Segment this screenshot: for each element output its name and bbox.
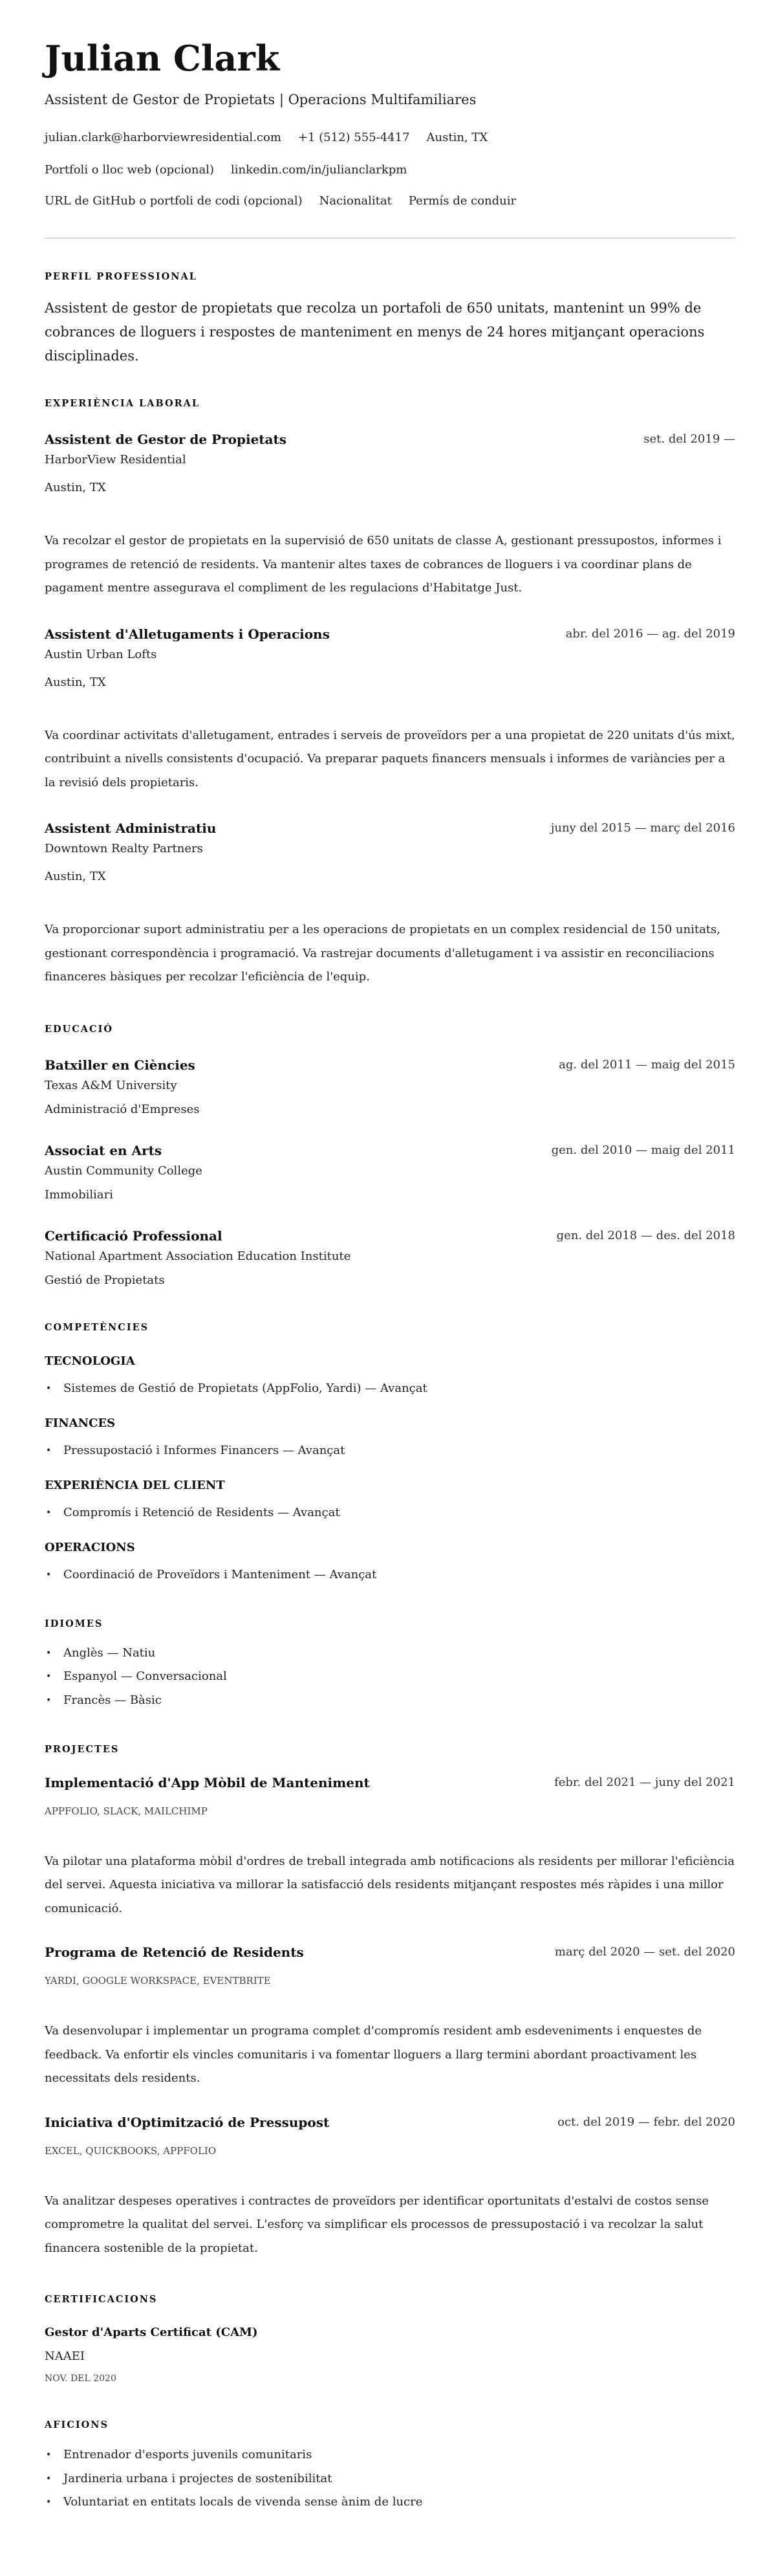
email-link[interactable]: julian.clark@harborviewresidential.com (45, 131, 281, 144)
language-item-text: Francès — Bàsic (63, 1693, 162, 1707)
bullet-icon: • (46, 1671, 52, 1682)
entry-dates: ag. del 2011 — maig del 2015 (559, 1057, 735, 1072)
job-description: Va coordinar activitats d'alletugament, entrades i serveis de proveïdors per a una propietat de 220 unitats d'ús mixt, contribuint a nivells consistents d'ocupació. Va preparar paquets financers mensuals i informes de variàncies per a la revisió dels propietaris. (45, 728, 735, 789)
github-link[interactable]: URL de GitHub o portfoli de codi (opcional) (45, 194, 303, 208)
skill-item (45, 1567, 735, 1583)
summary-section (45, 270, 735, 368)
job-description: Va proporcionar suport administratiu per a les operacions de propietats en un complex residencial de 150 unitats, gestionant correspondència i programació. Va rastrejar documents d'alletugament i va assistir en reconciliacions financeres bàsiques per recolzar l'eficiència de l'equip. (45, 923, 720, 984)
education-entry (45, 1141, 735, 1204)
skill-item-text: Sistemes de Gestió de Propietats (AppFolio, Yardi) — Avançat (63, 1381, 427, 1395)
skill-item (45, 1380, 735, 1397)
experience-section (45, 397, 735, 989)
language-item-text: Espanyol — Conversacional (63, 1669, 227, 1683)
bullet-icon: • (46, 1507, 52, 1518)
entry-dates: març del 2020 — set. del 2020 (554, 1945, 735, 1959)
bullet-icon: • (46, 1445, 52, 1456)
summary-text: Assistent de gestor de propietats que recolza un portafoli de 650 unitats, mantenint un 99% de cobrances de lloguers i respostes de manteniment en menys de 24 hores mitjançant operacions disciplinades. (45, 300, 705, 364)
institution-name: National Apartment Association Education Institute (45, 1249, 351, 1263)
resume-header (45, 38, 735, 211)
skills-section (45, 1321, 735, 1583)
bullet-icon: • (46, 1647, 52, 1658)
job-entry (45, 430, 735, 600)
section-heading: EXPERIÈNCIA LABORAL (45, 398, 200, 409)
entry-header (45, 2113, 735, 2131)
entry-title: Implementació d'App Mòbil de Manteniment (45, 1774, 370, 1790)
project-description: Va analitzar despeses operatives i contractes de proveïdors per identificar oportunitats d'estalvi de costos sense comprometre la qualitat del servei. L'esforç va simplificar els processos de pressupostació i va recolzar la salut financera sostenible de la propietat. (45, 2194, 709, 2255)
education-entry (45, 1056, 735, 1118)
entry-dates: abr. del 2016 — ag. del 2019 (565, 626, 735, 641)
entry-title: Associat en Arts (45, 1142, 162, 1158)
linkedin-link[interactable]: linkedin.com/in/julianclarkpm (230, 163, 407, 177)
entry-header (45, 1943, 735, 1961)
skill-item (45, 1504, 735, 1521)
project-entry (45, 2113, 735, 2261)
hobbies-section (45, 2419, 735, 2511)
bullet-icon: • (46, 2450, 52, 2460)
location: Austin, TX (426, 131, 488, 144)
project-description: Va desenvolupar i implementar un programa complet d'compromís resident amb esdeveniments i enquestes de feedback. Va enfortir els vincles comunitaris i va fomentar lloguers a llarg termini abordant proactivament les necessitats dels residents. (45, 2024, 702, 2085)
section-heading: AFICIONS (45, 2419, 109, 2430)
projects-section (45, 1743, 735, 2261)
header-divider (45, 237, 735, 239)
job-entry (45, 819, 735, 989)
phone: +1 (512) 555-4417 (297, 131, 410, 144)
entry-header (45, 625, 735, 643)
skill-list (45, 1567, 735, 1583)
institution-name: Texas A&M University (45, 1078, 177, 1092)
field-of-study: Gestió de Propietats (45, 1273, 165, 1287)
job-entry (45, 625, 735, 795)
language-item (45, 1645, 735, 1662)
skill-category-title: EXPERIÈNCIA DEL CLIENT (45, 1478, 225, 1492)
project-entry (45, 1943, 735, 2091)
entry-header (45, 1056, 735, 1074)
entry-header (45, 1227, 735, 1245)
driving-license: Permís de conduir (408, 194, 517, 208)
entry-title: Iniciativa d'Optimització de Pressupost (45, 2114, 330, 2130)
entry-title: Assistent d'Alletugaments i Operacions (45, 626, 330, 642)
bullet-icon: • (46, 2473, 52, 2484)
entry-title: Assistent de Gestor de Propietats (45, 432, 287, 447)
entry-dates: set. del 2019 — (643, 432, 735, 446)
nationality: Nacionalitat (319, 194, 392, 208)
skill-category-title: OPERACIONS (45, 1540, 135, 1554)
contact-row (45, 160, 735, 180)
certification-date: NOV. DEL 2020 (45, 2373, 116, 2384)
entry-header (45, 1774, 735, 1792)
hobby-item (45, 2471, 735, 2487)
entry-dates: gen. del 2018 — des. del 2018 (556, 1228, 735, 1242)
entry-dates: juny del 2015 — març del 2016 (550, 821, 735, 835)
entry-header (45, 1141, 735, 1160)
entry-dates: oct. del 2019 — febr. del 2020 (557, 2115, 735, 2129)
company-name: Austin Urban Lofts (45, 647, 157, 661)
skill-category-title: TECNOLOGIA (45, 1354, 135, 1368)
skill-item-text: Compromís i Retenció de Residents — Avançat (63, 1505, 340, 1519)
bullet-icon: • (46, 1695, 52, 1706)
entry-title: Certificació Professional (45, 1227, 222, 1244)
project-technologies: APPFOLIO, SLACK, MAILCHIMP (45, 1805, 208, 1817)
project-description: Va pilotar una plataforma mòbil d'ordres de treball integrada amb notificacions als residents per millorar l'eficiència del servei. Aquesta iniciativa va millorar la satisfacció dels residents mitjançant respostes més ràpides i una millor comunicació. (45, 1854, 735, 1915)
education-section (45, 1023, 735, 1289)
skill-list (45, 1380, 735, 1397)
field-of-study: Administració d'Empreses (45, 1102, 200, 1116)
section-heading: PERFIL PROFESSIONAL (45, 271, 197, 282)
job-location: Austin, TX (45, 870, 106, 883)
skill-list (45, 1442, 735, 1459)
company-name: Downtown Realty Partners (45, 842, 203, 855)
company-name: HarborView Residential (45, 453, 186, 467)
skill-item (45, 1442, 735, 1459)
bullet-icon: • (46, 1569, 52, 1580)
language-item (45, 1668, 735, 1685)
skill-item-text: Coordinació de Proveïdors i Manteniment — Avançat (63, 1567, 377, 1581)
field-of-study: Immobiliari (45, 1187, 113, 1202)
certification-issuer: NAAEI (45, 2350, 85, 2363)
section-heading: EDUCACIÓ (45, 1023, 114, 1035)
entry-title: Batxiller en Ciències (45, 1057, 195, 1073)
section-heading: COMPETÈNCIES (45, 1321, 149, 1333)
entry-dates: gen. del 2010 — maig del 2011 (551, 1143, 735, 1157)
section-heading: CERTIFICACIONS (45, 2294, 158, 2305)
bullet-icon: • (46, 1383, 52, 1394)
contact-row (45, 192, 735, 211)
entry-dates: febr. del 2021 — juny del 2021 (554, 1775, 735, 1789)
skill-list (45, 1504, 735, 1521)
candidate-name: Julian Clark (45, 38, 280, 79)
job-location: Austin, TX (45, 481, 106, 494)
hobby-item (45, 2447, 735, 2463)
skill-category-title: FINANCES (45, 1416, 116, 1430)
candidate-headline: Assistent de Gestor de Propietats | Operacions Multifamiliares (45, 92, 477, 107)
bullet-icon: • (46, 2497, 52, 2507)
hobby-item-text: Entrenador d'esports juvenils comunitaris (63, 2448, 312, 2461)
language-item (45, 1692, 735, 1709)
entry-header (45, 819, 735, 837)
portfolio-link[interactable]: Portfoli o lloc web (opcional) (45, 163, 214, 177)
skill-item-text: Pressupostació i Informes Financers — Avançat (63, 1443, 345, 1457)
education-entry (45, 1227, 735, 1289)
institution-name: Austin Community College (45, 1163, 202, 1178)
job-description: Va recolzar el gestor de propietats en la supervisió de 650 unitats de classe A, gestionant pressupostos, informes i programes de retenció de residents. Va mantenir altes taxes de cobrances de lloguers i va coordinar plans de pagament mentre assegurava el compliment de les regulacions d'Habitatge Just. (45, 534, 722, 595)
section-heading: PROJECTES (45, 1743, 120, 1755)
certification-name: Gestor d'Aparts Certificat (CAM) (45, 2326, 258, 2339)
certifications-section (45, 2293, 735, 2385)
hobby-item-text: Jardineria urbana i projectes de sostenibilitat (63, 2471, 332, 2485)
contact-row (45, 128, 735, 148)
section-heading: IDIOMES (45, 1618, 103, 1629)
hobby-item (45, 2494, 735, 2511)
project-technologies: EXCEL, QUICKBOOKS, APPFOLIO (45, 2144, 217, 2157)
entry-title: Programa de Retenció de Residents (45, 1944, 304, 1960)
languages-section (45, 1618, 735, 1709)
entry-header (45, 430, 735, 448)
entry-title: Assistent Administratiu (45, 820, 217, 836)
hobby-item-text: Voluntariat en entitats locals de vivenda sense ànim de lucre (63, 2495, 423, 2509)
project-technologies: YARDI, GOOGLE WORKSPACE, EVENTBRITE (45, 1975, 271, 1987)
job-location: Austin, TX (45, 675, 106, 689)
project-entry (45, 1774, 735, 1921)
language-item-text: Anglès — Natiu (63, 1646, 156, 1660)
